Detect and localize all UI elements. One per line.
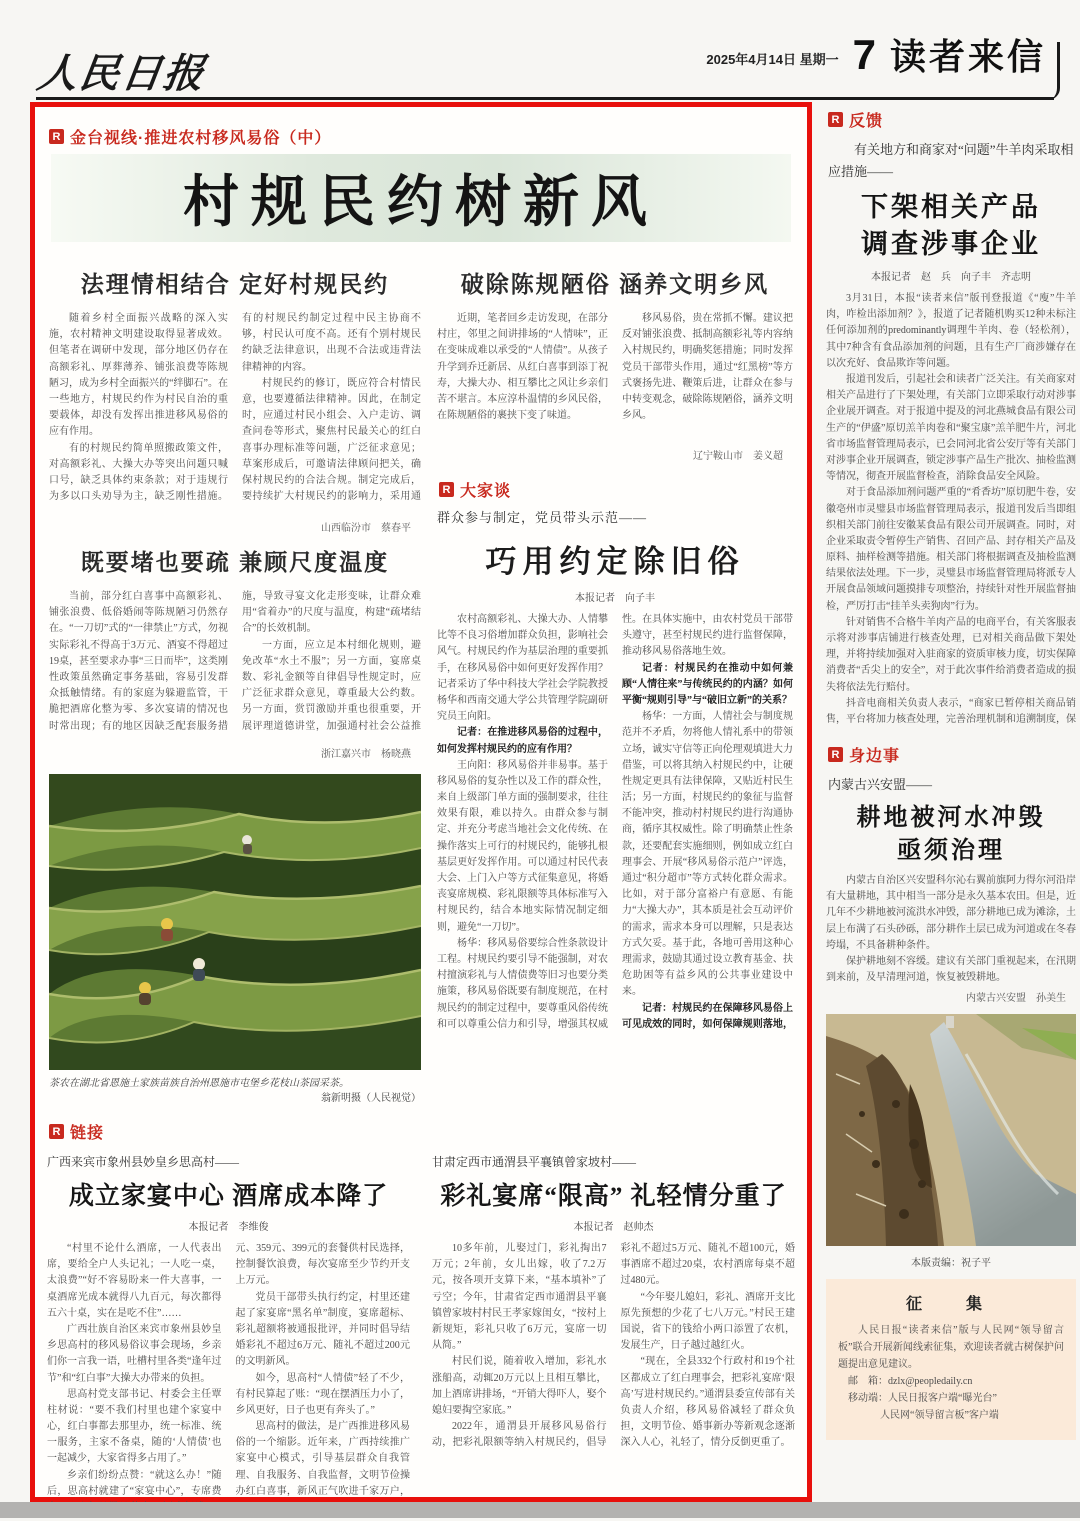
lianjie-1-headline: 成立家宴中心 酒席成本降了: [68, 1183, 389, 1210]
shenbianshi-headline-line2: 亟须治理: [897, 836, 1005, 864]
feedback-logo-icon: R: [828, 112, 843, 127]
main-title: 村规民约树新风: [183, 170, 659, 233]
letter-b-headline: 破除陈规陋俗 涵养文明乡风: [460, 271, 770, 297]
masthead-corner-bracket: [1043, 42, 1060, 100]
feedback-headline-line2: 调查涉事企业: [861, 228, 1041, 259]
shenbianshi-byline: 内蒙古兴安盟 孙美生: [966, 992, 1066, 1004]
feedback-headline-line1: 下架相关产品: [861, 192, 1041, 223]
letter-b-body: 近期，笔者回乡走访发现，在部分村庄，邻里之间讲排场的“人情味”，正在变味成难以承受的“人情债”。从孩子升学到乔迁新居、从红白喜事到添丁祝寿，大操大办、相互攀比之风让乡亲们苦不堪言。本应淳朴温情的乡风民俗，在陈规陋俗的裹挟下变了味道。 移风易俗，贵在常抓不懈。建议把反对铺张浪费、抵制高额彩礼等内容纳入村规民约，明确奖惩措施；同时发挥党员干部带头作用，通过“红黑榜”等方式褒扬先进、鞭策后进，让群众在参与中转变观念，破除陈规陋俗，涵养文明乡风。: [437, 313, 793, 422]
lianjie-2-kicker: 甘肃定西市通渭县平襄镇曾家坡村——: [432, 1155, 637, 1169]
zhengji-body: 人民日报“读者来信”版与人民网“领导留言板”联合开展新闻线索征集，欢迎读者就古树保护问题提出意见建议。: [838, 1324, 1064, 1370]
shenbianshi-label: 身边事: [849, 748, 901, 766]
letter-article-b: [437, 266, 793, 462]
dajiatan-section: [437, 478, 793, 1048]
lianjie-2-body: 10多年前，儿娶过门，彩礼掏出7万元；2年前，女儿出嫁，收了7.2万元，按各项开支算下来，“基本填补”了亏空；今年，甘肃省定西市通渭县平襄镇曾家坡村村民王孝家嫁闺女，“按村上新规矩，彩礼只收了6万元，宴席一切从简。” 村民们说，随着收入增加，彩礼水涨船高，动辄20万元以上且相互攀比，加上酒席讲排场，“开销大得吓人，娶个媳妇要掏空家底。” 2022年，通渭县开展移风易俗行动，把彩礼限额等纳入村规民约，倡导彩礼不超过5万元、随礼不超100元，婚事酒席不超过20桌，农村酒席每桌不超过480元。 “今年娶儿媳妇，彩礼、酒席开支比原先预想的少花了七八万元。”村民王建国说，省下的钱给小两口添置了农机，发展生产，日子越过越红火。 “现在，全县332个行政村和19个社区都成立了红白理事会，把彩礼宴席‘限高’写进村规民约。”通渭县委宣传部有关负责人介绍，移风易俗减轻了群众负担，文明节俭、婚事新办等新观念逐渐深入人心，礼轻了，情分反倒更重了。: [432, 1243, 795, 1449]
tea-field-photo: [49, 774, 421, 1070]
paper-logo: 人民日报: [34, 51, 209, 96]
letter-a-body: 随着乡村全面振兴战略的深入实施，农村精神文明建设取得显著成效。但笔者在调研中发现，部分地区仍存在高额彩礼、厚葬薄养、铺张浪费等陈规陋习，成为乡村全面振兴的“绊脚石”。在一些地方，村规民约作为村民自治的重要载体，却没有发挥出推进移风易俗的应有作用。 有的村规民约简单照搬政策文件，对高额彩礼、大操大办等突出问题只喊口号，缺乏具体约束条款；对于违规行为多以口头劝导为主，缺乏刚性措施。有的村规民约制定过程中民主协商不够，村民认可度不高。还有个别村规民约缺乏法律意识，出现不合法或违背法律精神的内容。 村规民约的修订，既应符合村情民意，也要遵循法律精神。因此，在制定时，应通过村民小组会、入户走访、调查问卷等形式，聚焦村民最关心的红白喜事办理标准等问题，广泛征求意见；草案形成后，可邀请法律顾问把关，确保村规民约的合法合规。制定完成后，要持续扩大村规民约的影响力，采用通: [49, 313, 421, 503]
letter-c-byline: 浙江嘉兴市 杨晓燕: [321, 749, 411, 760]
feedback-label: 反馈: [849, 113, 884, 130]
zhengji-mobile-2: 人民网“领导留言板”客户端: [880, 1409, 999, 1421]
page-bottom-bar: [0, 1502, 1080, 1518]
river-erosion-photo: [826, 1014, 1076, 1246]
shenbianshi-body: 内蒙古自治区兴安盟科尔沁右翼前旗阿力得尔河沿岸有大量耕地，其中相当一部分是永久基本农田。但是，近几年不少耕地被河流洪水冲毁，部分耕地已成为滩涂，土层上布满了石头砂砾，部分耕作土层已成为河道或在冬春垮塌，不具备耕种条件。 保护耕地刻不容缓。建议有关部门重视起来，在汛期到来前，及早清理河道，恢复被毁耕地。: [826, 874, 1076, 984]
zhengji-box: [826, 1279, 1076, 1440]
photo-credit: 翁新明摄（人民视觉）: [321, 1093, 421, 1104]
feedback-body: 3月31日，本报“读者来信”版刊登报道《“廋”牛羊肉，咋检出添加剂？》，报道了记者随机购买12种未标注任何添加剂的predominantly调理牛羊肉、卷（轻松剂），其中7种含有食品添加剂的问题，且有生产厂商涉嫌存在以次充好、食品欺诈等问题。 报道刊发后，引起社会和读者广泛关注。有关商家对相关产品进行了下架处理，有关部门立即采取行动对涉事企业展开调查。对于报道中提及的河北燕城食品有限公司生产的“伊盛”原切羔羊肉卷和“聚宝康”羔羊肥牛片，河北省市场监督管理局表示，已会同河北省公安厅等有关部门对涉事企业开展调查，锁定涉事产品生产批次、抽检监测等情况，彻查开展监督检查，消除食品安全风险。 对于食品添加剂问题严重的“肴香坊”原切肥牛卷，安徽亳州市灵璧县市场监督管理局表示，报道刊发后当即组织相关部门前往安徽某食品有限公司开展调查。同时，对企业采取责令暂停生产销售、召回产品、封存相关产品及原料、抽样检测等措施。相关部门将根据调查及抽检监测结果依法处理。下一步，灵璧县市场监督管理局将派专人开展食品领域问题摸排专项整治，持续针对性开展监督抽检，严厉打击“挂羊头卖狗肉”行为。 针对销售不合格牛羊肉产品的电商平台，有关客服表示将对涉事店铺进行核查处理，已对相关商品做下架处理，并将持续加强对入驻商家的资质审核力度，切实保障消费者“舌尖上的安全”，对于此次事件给消费者造成的损失将依法先行赔付。 抖音电商相关负责人表示，“商家已暂停相关商品销售，平台将加力核查处理，完善治理机制和追溯制度，保: [826, 293, 1076, 725]
column-logo-icon: R: [49, 129, 64, 144]
letter-article-c: [49, 544, 421, 760]
shenbianshi-headline-line1: 耕地被河水冲毁: [856, 804, 1046, 832]
dajiatan-label: 大家谈: [460, 483, 512, 500]
lianjie-2-byline: 本报记者 赵帅杰: [573, 1222, 654, 1233]
column-label: 金台视线·推进农村移风易俗（中）: [70, 130, 332, 147]
zhengji-email: 邮 箱：dzlx@peopledaily.cn: [848, 1375, 973, 1387]
masthead-rule: [36, 97, 1054, 100]
lianjie-section: [47, 1120, 795, 1521]
page-number: 7: [852, 31, 876, 78]
shenbianshi-logo-icon: R: [828, 747, 843, 762]
dajiatan-body: 农村高额彩礼、大操大办、人情攀比等不良习俗增加群众负担，影响社会风气。村规民约作为基层治理的重要抓手，在移风易俗中如何更好发挥作用？记者采访了华中科技大学社会学院教授杨华和西南交通大学公共管理学院副研究员王向阳。 记者：在推进移风易俗的过程中，如何发挥村规民约的应有作用？ 王向阳：移风易俗并非易事。基于移风易俗的复杂性以及工作的群众性，来自上级部门单方面的强制要求，往往效果有限，难以持久。由群众参与制定、并充分考虑当地社会文化传统、在操作落实上可行的村规民约，能够扎根基层更好发挥作用。可以通过村民代表大会、上门入户等方式征集意见，将婚丧宴席规模、彩礼限额等具体标准写入村规民约，结合本地实际情况制定细则，避免“一刀切”。 杨华：移风易俗要综合性条款设计工程。村规民约要引导不能强制，对农村擅演彩礼与人情债费等旧习也要分类施策，移风易俗既要有制度规范，在村规民约的制定过程中，要尊重风俗传统和可以尊重公信力和引导，增强其权威性。在具体实施中，由农村党员干部带头遵守，甚至村规民约进行监督保障，推动移风易俗落地生效。 记者：村规民约在推动中如何兼顾“人情往来”与传统民约的内涵？如何平衡“规则引导”与“破旧立新”的关系？ 杨华：一方面，人情社会与制度规范并不矛盾，勿将他人情礼系中的带领立场，诚实守信等正向伦理观填进大力借鉴，可以将其纳入村规民约中，让硬性规定更具有法律保障，又贴近村民生活；另一方面，村规民约的象征与监督不能冲突，推动村村规民约进行沟通协商，循序其权威性。除了明确禁止性条款，还要配套实施细则，例如成立红白理事会、开展“移风易俗示范户”评选，通过“积分超市”等方式转化群众需求。比如，对于部分富裕户有意愿、有能力“大操大办”，其本质是社会互动评价的需求，需求本身可以理解，只是表达方式欠妥。基于此，各地可善用这种心理需求，鼓励其通过设立教育基金、扶危助困等有益乡风的公共事业建设中来。 记者：村规民约在保障移风易俗上可见成效的同时，如何保障规则落地，: [437, 614, 793, 1030]
dajiatan-kicker: 群众参与制定，党员带头示范——: [437, 510, 648, 525]
masthead-date: 2025年4月14日 星期一: [706, 52, 839, 67]
photo-caption: 茶农在湖北省恩施土家族苗族自治州恩施市屯堡乡花枝山茶园采茶。: [49, 1078, 349, 1089]
lianjie-2-headline: 彩礼宴席“限高” 礼轻情分重了: [440, 1183, 787, 1210]
lianjie-article-guangxi: [47, 1149, 410, 1521]
letter-c-headline: 既要堵也要疏 兼顾尺度温度: [80, 549, 390, 575]
feature-box: [30, 102, 812, 1502]
letter-b-byline: 辽宁鞍山市 姜义超: [693, 451, 783, 462]
dajiatan-headline: 巧用约定除旧俗: [485, 544, 745, 579]
letter-a-byline: 山西临汾市 蔡春平: [321, 523, 411, 534]
masthead: [34, 31, 1054, 96]
shenbianshi-kicker: 内蒙古兴安盟——: [828, 777, 933, 793]
feedback-section: [826, 108, 1076, 729]
section-name: 读者来信: [889, 36, 1046, 78]
feedback-kicker: 有关地方和商家对“问题”牛羊肉采取相应措施——: [828, 142, 1074, 180]
lianjie-1-kicker: 广西来宾市象州县妙皇乡思高村——: [47, 1155, 240, 1169]
dajiatan-logo-icon: R: [439, 482, 454, 497]
tea-photo-block: [49, 774, 421, 1106]
zhengji-title: 征 集: [905, 1295, 996, 1313]
letter-a-headline: 法理情相结合 定好村规民约: [80, 271, 390, 297]
lianjie-1-byline: 本报记者 李维俊: [188, 1222, 269, 1233]
sidebar: [826, 108, 1076, 1440]
lianjie-article-gansu: [432, 1149, 795, 1521]
letter-article-a: [49, 266, 421, 534]
feedback-byline: 本报记者 赵 兵 向子丰 齐志明: [871, 272, 1031, 284]
lianjie-label: 链接: [70, 1125, 105, 1142]
dajiatan-byline: 本报记者 向子丰: [575, 593, 655, 604]
shenbianshi-section: [826, 743, 1076, 1269]
page-editor-line: 本版责编：祝子平: [911, 1257, 991, 1269]
title-banner: [51, 154, 791, 242]
lianjie-1-body: “村里不论什么酒席，一人代表出席，要给全户人头记礼；一人吃一桌，太浪费”“好不容易盼来一件大喜事，一桌酒席光成本就得八九百元，每次都得五六十桌，实在是吃不住”…… 广西壮族自治区来宾市象州县妙皇乡思高村的移风易俗议事会现场，乡亲们你一言我一语，吐槽村里各类“逢年过节”和“红白事”大操大办带来的负担。 思高村党支部书记、村委会主任覃柱材说：“要不我们村里也建个家宴中心，红白事都去那里办，统一标准、统一服务，主家不备桌，随的‘人情债’也一起减少，大家省得多占用了。” 乡亲们纷纷点赞：“就这么办！”随后，思高村就建了“家宴中心”，专席费 元、359元、399元的套餐供村民选择，控制餐饮浪费，每次宴席至少节约开支上万元。 党员干部带头执行约定，村里还建起了家宴席“黑名单”制度，宴席超标、彩礼超额将被通报批评，并同时倡导结婚彩礼不超过6万元、随礼不超过200元的文明新风。 如今，思高村“人情债”轻了不少，有村民算起了账：“现在摆酒压力小了，乡风更好，日子也更有奔头了。” 思高村的做法，是广西推进移风易俗的一个缩影。近年来，广西持续推广家宴中心模式，引导基层群众自我管理、自我服务、自我监督，文明节俭操办红白喜事，新风正气吹进千家万户，: [47, 1243, 410, 1497]
letter-c-body: 当前，部分红白喜事中高额彩礼、铺张浪费、低俗婚闹等陈规陋习仍然存在。“一刀切”式的“一律禁止”方式，勿视实际彩礼不得高于3万元、酒宴不得超过19桌，甚至要求办事“三日而毕”，这类刚性政策虽然确定事务基础，容易引发群众抵触情绪。有的家庭为躲避监管，干脆把酒席化整为零、多次宴请的情况也时常出现；有的地区因缺乏配套服务措施，导致寻宴文化走形变味，让群众难用“省着办”的尺度与温度，构建“疏堵结合”的长效机制。 一方面，应立足本村细化规则，避免改革“水土不服”；另一方面，宴席桌数、彩礼金额等自律倡导性规定时，应广泛征求群众意见，尊重最大公约数。另一方面，赏罚激励并重也很重要，开展评理道德讲堂，加强通村社会公益推: [49, 591, 421, 732]
lianjie-logo-icon: R: [49, 1124, 64, 1139]
zhengji-mobile-1: 移动端：人民日报客户端“曝光台”: [848, 1392, 997, 1404]
